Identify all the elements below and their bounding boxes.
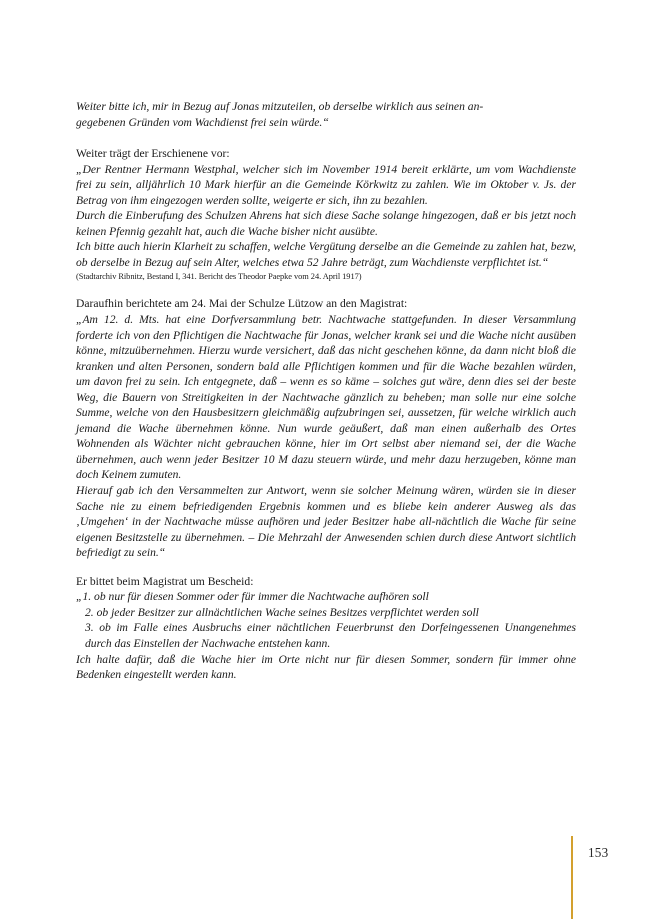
quote-westphal-paragraph-2: Durch die Einberufung des Schulzen Ahrens hat sich diese Sache solange hingezogen, daß er bis jetzt noch keinen Pfennig gezahlt hat, auch die Wache bisher nicht ausübte. — [76, 209, 576, 238]
bescheid-list-item-1: „1. ob nur für diesen Sommer oder für immer die Nachtwache aufhören soll — [76, 590, 429, 604]
page-number: 153 — [588, 845, 609, 860]
bescheid-list-item-2: 2. ob jeder Besitzer zur allnächtlichen Wache seines Besitzes verpflichtet werden soll — [85, 605, 479, 619]
bescheid-list-item-3: 3. ob im Falle eines Ausbruchs einer nächtlichen Feuerbrunst den Dorfeingessenen Unangenehmes durch das Einstellen der Nachwache entstehen kann. — [85, 621, 576, 650]
quote-westphal-paragraph-1: „Der Rentner Hermann Westphal, welcher sich im November 1914 bereit erklärte, um vom Wachdienste frei zu sein, alljährlich 10 Mark hierfür an die Gemeinde Körkwitz zu zahlen. Wie im Oktober v. Js. der Betrag von ihm eingezogen werden sollte, weigerte er sich, ihn zu bezahlen. — [76, 162, 576, 207]
quote-continuation-paragraph — [76, 99, 576, 130]
quote-luetzow-paragraph-1: „Am 12. d. Mts. hat eine Dorfversammlung betr. Nachtwache stattgefunden. In dieser Versammlung forderte ich von den Pflichtigen die Nachtwache für Jonas, welcher krank sei und die Wache nicht ausüben könne, mitzuübernehmen. Hierzu wurde versichert, daß das nicht geschehen könne, da dann nicht bloß die kranken und alten Personen, sondern bald alle Pflichtigen kommen und für die Wache bezahlen würden, um davon frei zu sein. Ich entgegnete, daß – wenn es so käme – solches gut wäre, denn dies sei der beste Weg, die Bauern von Streitigkeiten in der Nachtwache gänzlich zu beheben; man solle nur eine solche Summe, welche von den Hausbesitzern gleichmäßig aufzubringen sei, aussetzen, für welche wirklich auch jemand die Wache übernehmen könne. Nun wurde geäußert, daß man einen außerhalb des Ortes Wohnenden als Wächter nicht gebrauchen könne, hier im Ort selbst aber niemand sei, der die Wache übernehmen, auch wenn jeder Besitzer 10 M dazu steuern würde, und mehr dazu herzugeben, könne man doch Keinem zumuten. — [76, 313, 576, 482]
quote-continuation-line-2: gegebenen Gründen vom Wachdienst frei sein würde.“ — [76, 115, 329, 129]
page-text-column — [76, 99, 576, 683]
paragraph-spacer — [76, 130, 576, 146]
archive-citation-paepke: (Stadtarchiv Ribnitz, Bestand I, 341. Bericht des Theodor Paepke vom 24. April 1917) — [76, 272, 362, 282]
intro-line-weiter-traegt: Weiter trägt der Erschienene vor: — [76, 147, 230, 161]
paragraph-spacer — [76, 561, 576, 574]
intro-line-daraufhin-berichtete: Daraufhin berichtete am 24. Mai der Schulze Lützow an den Magistrat: — [76, 297, 408, 311]
folio-accent-rule — [571, 836, 573, 919]
closing-paragraph: Ich halte dafür, daß die Wache hier im Orte nicht nur für diesen Sommer, sondern für immer ohne Bedenken eingestellt werden kann. — [76, 652, 576, 682]
intro-line-er-bittet: Er bittet beim Magistrat um Bescheid: — [76, 574, 254, 588]
quote-continuation-line-1: Weiter bitte ich, mir in Bezug auf Jonas mitzuteilen, ob derselbe wirklich aus seinen an- — [76, 100, 484, 113]
quote-westphal-paragraph-3: Ich bitte auch hierin Klarheit zu schaffen, welche Vergütung derselbe an die Gemeinde zu zahlen hat, bezw, ob derselbe in Bezug auf sein Alter, welches etwa 52 Jahre beträgt, zum Wachdienste verpflichtet ist.“ — [76, 240, 576, 269]
paragraph-spacer — [76, 283, 576, 296]
quote-luetzow-paragraph-2: Hierauf gab ich den Versammelten zur Antwort, wenn sie solcher Meinung wären, würden sie in dieser Sache nie zu einem befriedigenden Ergebnis kommen und es bliebe kein anderer Ausweg als das ‚Umgehen‘ in der Nachtwache müsse aufhören und jeder Besitzer habe all-nächtlich die Wache für seine eigenen Besitzstelle zu übernehmen. – Die Mehrzahl der Anwesenden schien durch diese Antwort sichtlich befriedigt zu sein.“ — [76, 484, 576, 560]
